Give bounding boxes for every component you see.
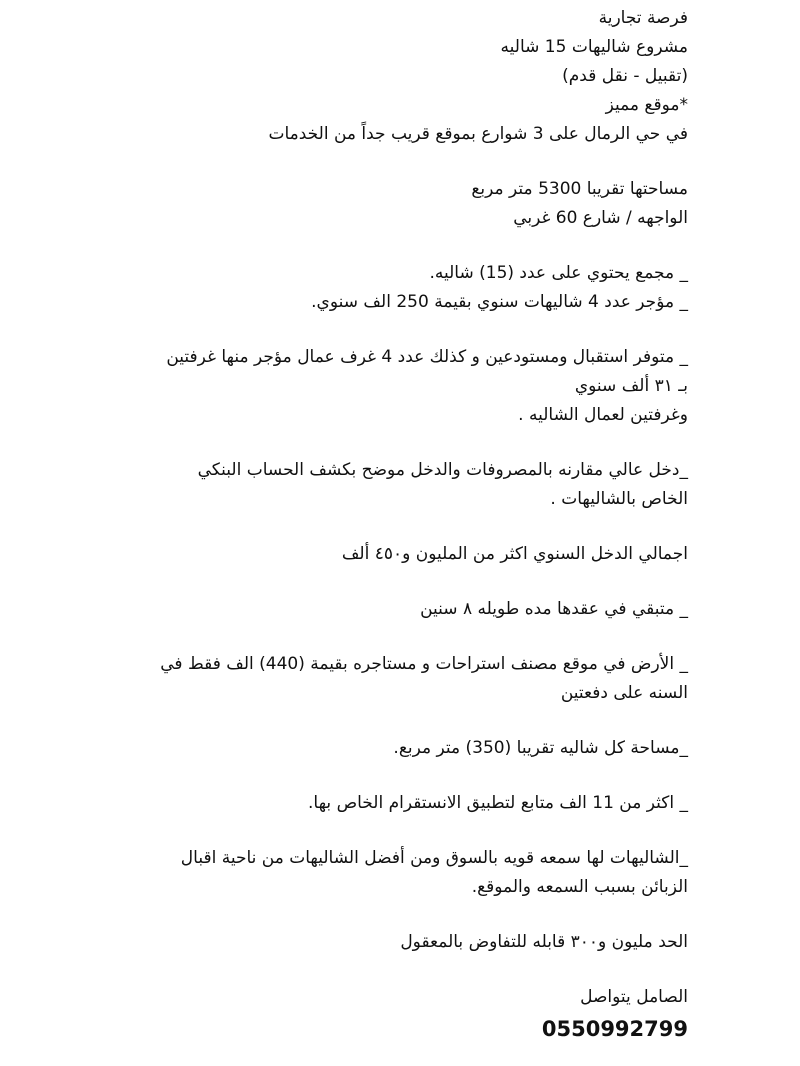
contact-phone: 0550992799 bbox=[541, 1017, 688, 1041]
contact-label: الصامل يتواصل bbox=[580, 987, 688, 1007]
reception-line-1: _ متوفر استقبال ومستودعين و كذلك عدد 4 غرف عمال مؤجر منها غرفتين bbox=[166, 347, 688, 367]
total-income-line: اجمالي الدخل السنوي اكثر من المليون و٤٥٠ ألف bbox=[341, 544, 688, 564]
listing-title: فرصة تجارية bbox=[598, 8, 688, 28]
land-line-1: _ الأرض في موقع مصنف استراحات و مستاجره بقيمة (440) الف فقط في bbox=[160, 654, 688, 674]
reputation-line-1: _الشاليهات لها سمعه قويه بالسوق ومن أفضل الشاليهات من ناحية اقبال bbox=[180, 848, 688, 868]
land-line-2: السنه على دفعتين bbox=[560, 683, 688, 703]
project-line: مشروع شاليهات 15 شاليه bbox=[500, 37, 688, 57]
reception-line-2: بـ ٣١ ألف سنوي bbox=[574, 376, 688, 396]
area-line: مساحتها تقريبا 5300 متر مربع bbox=[471, 179, 688, 199]
income-line-2: الخاص بالشاليهات . bbox=[550, 489, 688, 509]
instagram-line: _ اكثر من 11 الف متابع لتطبيق الانستقرام الخاص بها. bbox=[308, 793, 688, 813]
transfer-line: (تقبيل - نقل قدم) bbox=[562, 66, 688, 86]
complex-line: _ مجمع يحتوي على عدد (15) شاليه. bbox=[429, 263, 688, 283]
location-line: في حي الرمال على 3 شوارع بموقع قريب جداً من الخدمات bbox=[268, 124, 688, 144]
contract-line: _ متبقي في عقدها مده طويله ٨ سنين bbox=[420, 599, 688, 619]
reception-line-3: وغرفتين لعمال الشاليه . bbox=[518, 405, 688, 425]
facade-line: الواجهه / شارع 60 غربي bbox=[513, 208, 688, 228]
leased-line: _ مؤجر عدد 4 شاليهات سنوي بقيمة 250 الف سنوي. bbox=[311, 292, 688, 312]
listing-document bbox=[8, 0, 688, 1046]
price-line: الحد مليون و٣٠٠ قابله للتفاوض بالمعقول bbox=[400, 932, 688, 952]
chalet-area-line: _مساحة كل شاليه تقريبا (350) متر مربع. bbox=[393, 738, 688, 758]
reputation-line-2: الزبائن بسبب السمعه والموقع. bbox=[471, 877, 688, 897]
location-tag: *موقع مميز bbox=[605, 95, 688, 115]
income-line-1: _دخل عالي مقارنه بالمصروفات والدخل موضح بكشف الحساب البنكي bbox=[197, 460, 688, 480]
